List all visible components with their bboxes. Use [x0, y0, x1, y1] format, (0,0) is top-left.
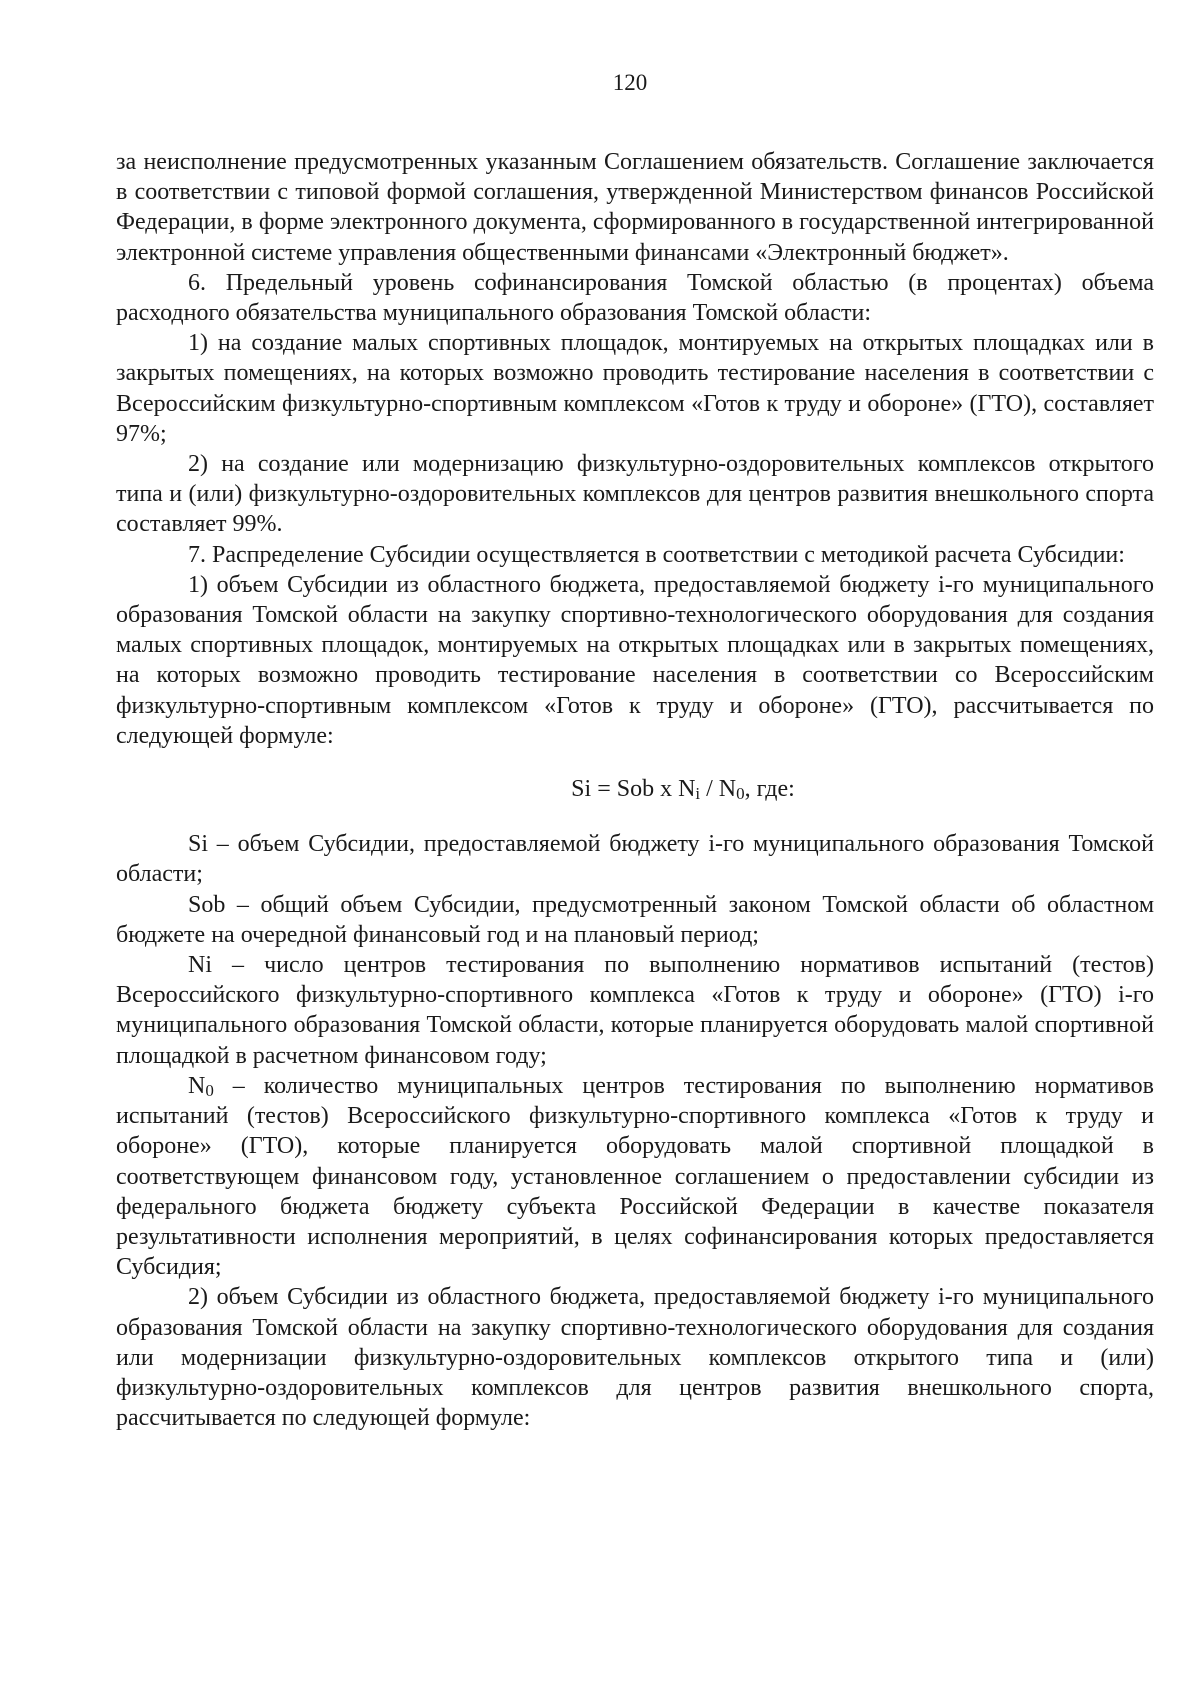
paragraph-subsidy-volume-1: 1) объем Субсидии из областного бюджета, предоставляемой бюджету i-го муниципального образования Томской области на закупку спортивно-технологического оборудования для создания малых спортивных площадок, монтируемых на открытых площадках или в закрытых помещениях, на которых возможно проводить тестирование населения в соответствии со Всероссийским физкультурно-спортивным комплексом «Готов к труду и обороне» (ГТО), рассчитывается по следующей формуле:	[116, 571, 1154, 749]
paragraph-distribution: 7. Распределение Субсидии осуществляется в соответствии с методикой расчета Субсидии:	[188, 541, 1125, 568]
paragraph-cofinancing-level: 6. Предельный уровень софинансирования Томской областью (в процентах) объема расходного обязательства муниципального образования Томской области:	[116, 269, 1154, 327]
definition-ni: Ni – число центров тестирования по выполнению нормативов испытаний (тестов) Всероссийского физкультурно-спортивного комплекса «Готов к труду и обороне» (ГТО) i-го муниципального образования Томской области, которые планируется оборудовать малой спортивной площадкой в расчетном финансовом году;	[116, 952, 1154, 1069]
n0-symbol: N	[188, 1072, 206, 1099]
page-number: 120	[612, 70, 648, 95]
formula-divisor: / N	[700, 776, 737, 803]
formula-tail: , где:	[744, 776, 795, 803]
definition-n0	[116, 1071, 1154, 1282]
formula	[116, 774, 1154, 804]
formula-lhs: Si = Sob x N	[571, 776, 696, 803]
definition-sob: Sob – общий объем Субсидии, предусмотренный законом Томской области об областном бюджете на очередной финансовый год и на плановый период;	[116, 891, 1154, 948]
definition-si: Si – объем Субсидии, предоставляемой бюджету i-го муниципального образования Томской области;	[116, 831, 1154, 888]
document-body	[116, 147, 1154, 1433]
formula-subscript-i: i	[695, 784, 701, 804]
paragraph-subsidy-volume-2: 2) объем Субсидии из областного бюджета, предоставляемой бюджету i-го муниципального образования Томской области на закупку спортивно-технологического оборудования для создания или модернизации физкультурно-оздоровительных комплексов открытого типа и (или) физкультурно-оздоровительных комплексов для центров развития внешкольного спорта, рассчитывается по следующей формуле:	[116, 1284, 1154, 1432]
formula-subscript-0: 0	[736, 784, 745, 804]
paragraph-small-sports-grounds: 1) на создание малых спортивных площадок, монтируемых на открытых площадках или в закрытых помещениях, на которых возможно проводить тестирование населения в соответствии с Всероссийским физкультурно-спортивным комплексом «Готов к труду и обороне» (ГТО), составляет 97%;	[116, 330, 1154, 447]
paragraph-fitness-complexes: 2) на создание или модернизацию физкультурно-оздоровительных комплексов открытого типа и (или) физкультурно-оздоровительных комплексов для центров развития внешкольного спорта составляет 99%.	[116, 451, 1154, 538]
definition-n0-text: – количество муниципальных центров тестирования по выполнению нормативов испытаний (тестов) Всероссийского физкультурно-спортивного комплекса «Готов к труду и обороне» (ГТО), которые планируется оборудовать малой спортивной площадкой в соответствующем финансовом году, установленное соглашением о предоставлении субсидии из федерального бюджета бюджету субъекта Российской Федерации в качестве показателя результативности исполнения мероприятий, в целях софинансирования которых предоставляется Субсидия;	[116, 1072, 1154, 1281]
paragraph-agreement: за неисполнение предусмотренных указанным Соглашением обязательств. Соглашение заключается в соответствии с типовой формой соглашения, утвержденной Министерством финансов Российской Федерации, в форме электронного документа, сформированного в государственной интегрированной электронной системе управления общественными финансами «Электронный бюджет».	[116, 149, 1154, 266]
n0-subscript: 0	[205, 1080, 214, 1100]
